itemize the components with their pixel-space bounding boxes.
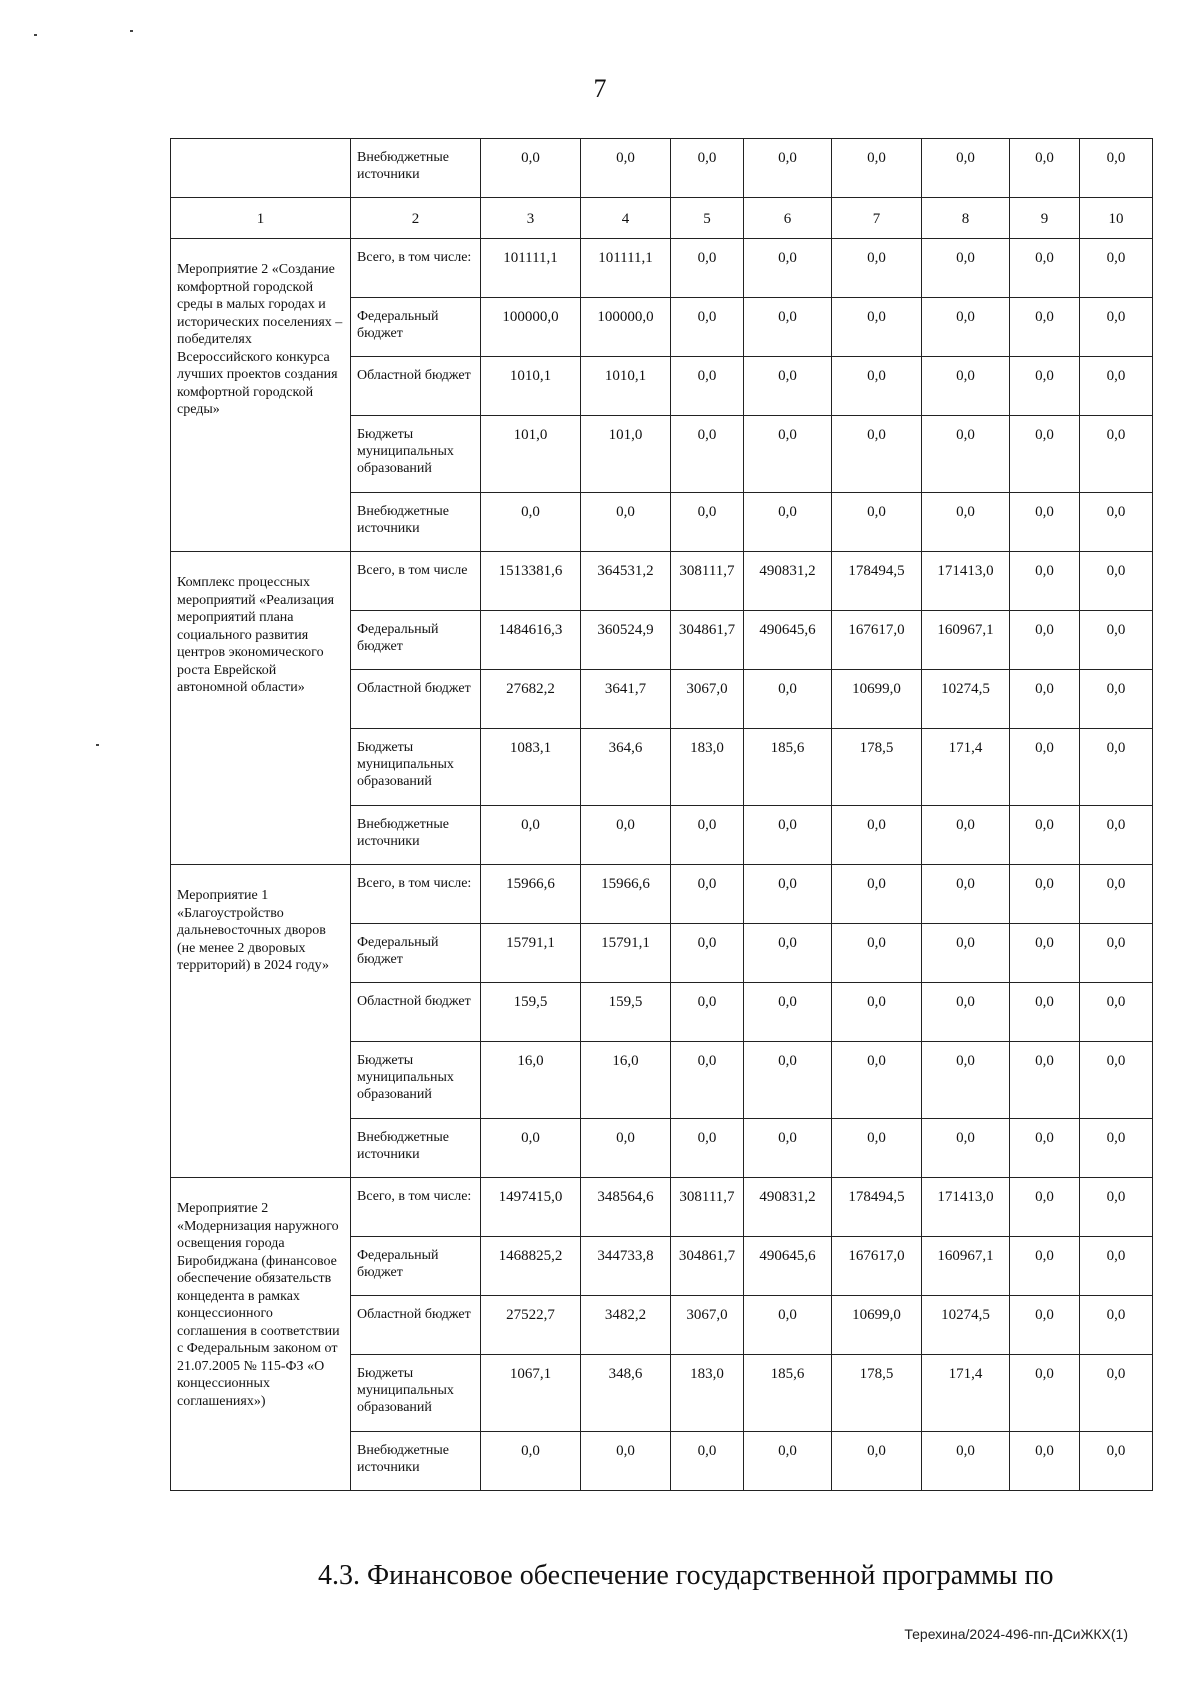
value-cell: 0,0 — [922, 924, 1010, 983]
page-number: 7 — [593, 74, 607, 103]
value-cell: 10274,5 — [922, 670, 1010, 729]
value-cell: 0,0 — [832, 924, 922, 983]
source-cell: Федеральный бюджет — [351, 1237, 481, 1296]
value-cell: 0,0 — [744, 493, 832, 552]
value-cell: 304861,7 — [671, 1237, 744, 1296]
value-cell: 0,0 — [832, 1432, 922, 1491]
column-number: 3 — [481, 198, 581, 239]
source-cell: Внебюджетные источники — [351, 493, 481, 552]
value-cell: 16,0 — [581, 1042, 671, 1119]
activity-name-cell: Комплекс процессных мероприятий «Реализация мероприятий плана социального развития центров экономического роста Еврейской автономной области» — [171, 552, 351, 865]
value-cell: 0,0 — [581, 806, 671, 865]
value-cell: 0,0 — [581, 493, 671, 552]
value-cell: 0,0 — [922, 865, 1010, 924]
value-cell: 0,0 — [1080, 493, 1153, 552]
value-cell: 0,0 — [832, 1042, 922, 1119]
source-cell: Бюджеты муниципальных образований — [351, 1355, 481, 1432]
value-cell: 0,0 — [1080, 239, 1153, 298]
column-number: 5 — [671, 198, 744, 239]
column-number: 10 — [1080, 198, 1153, 239]
column-number-row — [171, 198, 1153, 239]
value-cell: 0,0 — [1080, 983, 1153, 1042]
funding-table — [170, 138, 1153, 1491]
value-cell: 0,0 — [1010, 139, 1080, 198]
source-cell: Всего, в том числе: — [351, 865, 481, 924]
source-cell: Областной бюджет — [351, 670, 481, 729]
value-cell: 0,0 — [1080, 1296, 1153, 1355]
value-cell: 348564,6 — [581, 1178, 671, 1237]
value-cell: 171413,0 — [922, 1178, 1010, 1237]
value-cell: 0,0 — [1010, 239, 1080, 298]
value-cell: 0,0 — [1010, 1296, 1080, 1355]
value-cell: 0,0 — [1010, 924, 1080, 983]
value-cell: 100000,0 — [481, 298, 581, 357]
column-number: 4 — [581, 198, 671, 239]
value-cell: 360524,9 — [581, 611, 671, 670]
value-cell: 0,0 — [1080, 1237, 1153, 1296]
value-cell: 0,0 — [922, 493, 1010, 552]
source-cell: Бюджеты муниципальных образований — [351, 1042, 481, 1119]
scan-speck — [34, 34, 37, 36]
value-cell: 0,0 — [922, 983, 1010, 1042]
source-cell: Внебюджетные источники — [351, 1432, 481, 1491]
value-cell: 0,0 — [744, 983, 832, 1042]
table-row — [171, 1178, 1153, 1237]
value-cell: 0,0 — [1080, 416, 1153, 493]
value-cell: 0,0 — [1010, 729, 1080, 806]
value-cell: 0,0 — [922, 139, 1010, 198]
column-number: 8 — [922, 198, 1010, 239]
value-cell: 0,0 — [581, 1432, 671, 1491]
value-cell: 1010,1 — [581, 357, 671, 416]
value-cell: 27522,7 — [481, 1296, 581, 1355]
value-cell: 1010,1 — [481, 357, 581, 416]
value-cell: 0,0 — [832, 298, 922, 357]
value-cell: 0,0 — [1010, 1042, 1080, 1119]
value-cell: 0,0 — [832, 865, 922, 924]
value-cell: 0,0 — [1010, 298, 1080, 357]
value-cell: 159,5 — [581, 983, 671, 1042]
value-cell: 0,0 — [832, 806, 922, 865]
source-cell: Всего, в том числе — [351, 552, 481, 611]
value-cell: 0,0 — [671, 1119, 744, 1178]
value-cell: 0,0 — [832, 493, 922, 552]
value-cell: 159,5 — [481, 983, 581, 1042]
value-cell: 344733,8 — [581, 1237, 671, 1296]
value-cell: 0,0 — [1010, 493, 1080, 552]
column-number: 6 — [744, 198, 832, 239]
value-cell: 15791,1 — [481, 924, 581, 983]
source-cell: Областной бюджет — [351, 983, 481, 1042]
value-cell: 0,0 — [671, 924, 744, 983]
scan-speck — [96, 744, 99, 746]
value-cell: 0,0 — [581, 139, 671, 198]
value-cell: 178494,5 — [832, 552, 922, 611]
value-cell: 167617,0 — [832, 1237, 922, 1296]
value-cell: 0,0 — [922, 416, 1010, 493]
value-cell: 0,0 — [1080, 1432, 1153, 1491]
value-cell: 0,0 — [1010, 670, 1080, 729]
value-cell: 3482,2 — [581, 1296, 671, 1355]
value-cell: 308111,7 — [671, 1178, 744, 1237]
value-cell: 0,0 — [1080, 357, 1153, 416]
value-cell: 0,0 — [922, 357, 1010, 416]
value-cell: 171,4 — [922, 1355, 1010, 1432]
value-cell: 0,0 — [1010, 983, 1080, 1042]
value-cell: 0,0 — [1010, 416, 1080, 493]
value-cell: 1484616,3 — [481, 611, 581, 670]
value-cell: 0,0 — [744, 924, 832, 983]
value-cell: 0,0 — [481, 1432, 581, 1491]
source-cell: Всего, в том числе: — [351, 1178, 481, 1237]
value-cell: 0,0 — [744, 298, 832, 357]
column-number: 9 — [1010, 198, 1080, 239]
value-cell: 0,0 — [671, 493, 744, 552]
value-cell: 0,0 — [671, 1432, 744, 1491]
value-cell: 0,0 — [481, 493, 581, 552]
source-cell: Федеральный бюджет — [351, 298, 481, 357]
value-cell: 0,0 — [671, 239, 744, 298]
value-cell: 0,0 — [1010, 865, 1080, 924]
value-cell: 490831,2 — [744, 552, 832, 611]
value-cell: 0,0 — [922, 298, 1010, 357]
value-cell: 0,0 — [481, 1119, 581, 1178]
value-cell: 0,0 — [481, 139, 581, 198]
value-cell: 0,0 — [671, 416, 744, 493]
table-row — [171, 139, 1153, 198]
value-cell: 0,0 — [581, 1119, 671, 1178]
column-number: 1 — [171, 198, 351, 239]
value-cell: 100000,0 — [581, 298, 671, 357]
value-cell: 0,0 — [671, 357, 744, 416]
value-cell: 101111,1 — [581, 239, 671, 298]
value-cell: 364531,2 — [581, 552, 671, 611]
value-cell: 0,0 — [671, 983, 744, 1042]
value-cell: 0,0 — [1080, 924, 1153, 983]
value-cell: 0,0 — [1080, 552, 1153, 611]
activity-name-cell: Мероприятие 2 «Модернизация наружного освещения города Биробиджана (финансовое обеспечение обязательств концедента в рамках концессионного соглашения в соответствии с Федеральным законом от 21.07.2005 № 115-ФЗ «О концессионных соглашениях») — [171, 1178, 351, 1491]
value-cell: 0,0 — [832, 357, 922, 416]
value-cell: 0,0 — [744, 670, 832, 729]
value-cell: 0,0 — [922, 806, 1010, 865]
value-cell: 15791,1 — [581, 924, 671, 983]
value-cell: 16,0 — [481, 1042, 581, 1119]
value-cell: 0,0 — [671, 298, 744, 357]
source-cell: Областной бюджет — [351, 357, 481, 416]
value-cell: 15966,6 — [581, 865, 671, 924]
value-cell: 27682,2 — [481, 670, 581, 729]
value-cell: 0,0 — [1010, 1119, 1080, 1178]
value-cell: 10699,0 — [832, 1296, 922, 1355]
value-cell: 0,0 — [1080, 729, 1153, 806]
source-cell: Бюджеты муниципальных образований — [351, 729, 481, 806]
value-cell: 0,0 — [744, 865, 832, 924]
value-cell: 178,5 — [832, 1355, 922, 1432]
value-cell: 0,0 — [744, 1119, 832, 1178]
value-cell: 0,0 — [671, 865, 744, 924]
value-cell: 0,0 — [1010, 1432, 1080, 1491]
section-title: 4.3. Финансовое обеспечение государственной программы по — [318, 1560, 1054, 1591]
value-cell: 1067,1 — [481, 1355, 581, 1432]
value-cell: 3067,0 — [671, 670, 744, 729]
value-cell: 0,0 — [1010, 1237, 1080, 1296]
value-cell: 304861,7 — [671, 611, 744, 670]
value-cell: 3067,0 — [671, 1296, 744, 1355]
value-cell: 0,0 — [671, 806, 744, 865]
value-cell: 0,0 — [1010, 357, 1080, 416]
value-cell: 308111,7 — [671, 552, 744, 611]
value-cell: 0,0 — [1010, 611, 1080, 670]
source-cell: Федеральный бюджет — [351, 611, 481, 670]
value-cell: 183,0 — [671, 729, 744, 806]
value-cell: 0,0 — [1010, 552, 1080, 611]
value-cell: 0,0 — [1080, 1178, 1153, 1237]
value-cell: 490831,2 — [744, 1178, 832, 1237]
source-cell: Бюджеты муниципальных образований — [351, 416, 481, 493]
activity-name-cell: Мероприятие 1 «Благоустройство дальневосточных дворов (не менее 2 дворовых территорий) в 2024 году» — [171, 865, 351, 1178]
value-cell: 0,0 — [1010, 1178, 1080, 1237]
value-cell: 490645,6 — [744, 611, 832, 670]
value-cell: 185,6 — [744, 729, 832, 806]
value-cell: 185,6 — [744, 1355, 832, 1432]
value-cell: 490645,6 — [744, 1237, 832, 1296]
value-cell: 178494,5 — [832, 1178, 922, 1237]
value-cell: 101111,1 — [481, 239, 581, 298]
activity-name-cell: Мероприятие 2 «Создание комфортной городской среды в малых городах и исторических поселениях – победителях Всероссийского конкурса лучших проектов создания комфортной городской среды» — [171, 239, 351, 552]
value-cell: 0,0 — [1080, 1355, 1153, 1432]
value-cell: 364,6 — [581, 729, 671, 806]
value-cell: 183,0 — [671, 1355, 744, 1432]
column-number: 2 — [351, 198, 481, 239]
value-cell: 0,0 — [1080, 611, 1153, 670]
value-cell: 0,0 — [1010, 1355, 1080, 1432]
value-cell: 0,0 — [922, 239, 1010, 298]
value-cell: 0,0 — [1080, 298, 1153, 357]
value-cell: 0,0 — [1080, 1042, 1153, 1119]
value-cell: 171413,0 — [922, 552, 1010, 611]
source-cell: Внебюджетные источники — [351, 1119, 481, 1178]
value-cell: 0,0 — [1080, 1119, 1153, 1178]
value-cell: 0,0 — [1080, 670, 1153, 729]
table-row — [171, 552, 1153, 611]
value-cell: 0,0 — [832, 1119, 922, 1178]
value-cell: 101,0 — [481, 416, 581, 493]
value-cell: 0,0 — [744, 416, 832, 493]
source-cell: Федеральный бюджет — [351, 924, 481, 983]
value-cell: 0,0 — [1080, 865, 1153, 924]
value-cell: 0,0 — [922, 1432, 1010, 1491]
source-cell: Областной бюджет — [351, 1296, 481, 1355]
value-cell: 0,0 — [744, 139, 832, 198]
value-cell: 1468825,2 — [481, 1237, 581, 1296]
value-cell: 0,0 — [671, 139, 744, 198]
value-cell: 1513381,6 — [481, 552, 581, 611]
value-cell: 0,0 — [744, 1296, 832, 1355]
value-cell: 0,0 — [744, 239, 832, 298]
value-cell: 0,0 — [832, 983, 922, 1042]
table-row — [171, 865, 1153, 924]
value-cell: 0,0 — [744, 1432, 832, 1491]
document-code: Терехина/2024-496-пп-ДСиЖКХ(1) — [904, 1626, 1128, 1642]
value-cell: 178,5 — [832, 729, 922, 806]
value-cell: 0,0 — [922, 1119, 1010, 1178]
name-cell — [171, 139, 351, 198]
value-cell: 0,0 — [922, 1042, 1010, 1119]
table-row — [171, 239, 1153, 298]
source-cell: Внебюджетные источники — [351, 806, 481, 865]
value-cell: 0,0 — [744, 1042, 832, 1119]
value-cell: 0,0 — [744, 357, 832, 416]
value-cell: 0,0 — [832, 139, 922, 198]
value-cell: 1497415,0 — [481, 1178, 581, 1237]
value-cell: 0,0 — [1080, 139, 1153, 198]
column-number: 7 — [832, 198, 922, 239]
scan-speck — [130, 30, 133, 32]
value-cell: 101,0 — [581, 416, 671, 493]
value-cell: 0,0 — [744, 806, 832, 865]
value-cell: 0,0 — [1080, 806, 1153, 865]
value-cell: 171,4 — [922, 729, 1010, 806]
value-cell: 348,6 — [581, 1355, 671, 1432]
value-cell: 3641,7 — [581, 670, 671, 729]
value-cell: 167617,0 — [832, 611, 922, 670]
funding-table-body — [171, 139, 1153, 1491]
value-cell: 0,0 — [1010, 806, 1080, 865]
value-cell: 0,0 — [671, 1042, 744, 1119]
value-cell: 160967,1 — [922, 611, 1010, 670]
value-cell: 160967,1 — [922, 1237, 1010, 1296]
value-cell: 15966,6 — [481, 865, 581, 924]
value-cell: 10699,0 — [832, 670, 922, 729]
value-cell: 0,0 — [481, 806, 581, 865]
value-cell: 1083,1 — [481, 729, 581, 806]
value-cell: 0,0 — [832, 239, 922, 298]
source-cell: Внебюджетные источники — [351, 139, 481, 198]
source-cell: Всего, в том числе: — [351, 239, 481, 298]
value-cell: 0,0 — [832, 416, 922, 493]
value-cell: 10274,5 — [922, 1296, 1010, 1355]
